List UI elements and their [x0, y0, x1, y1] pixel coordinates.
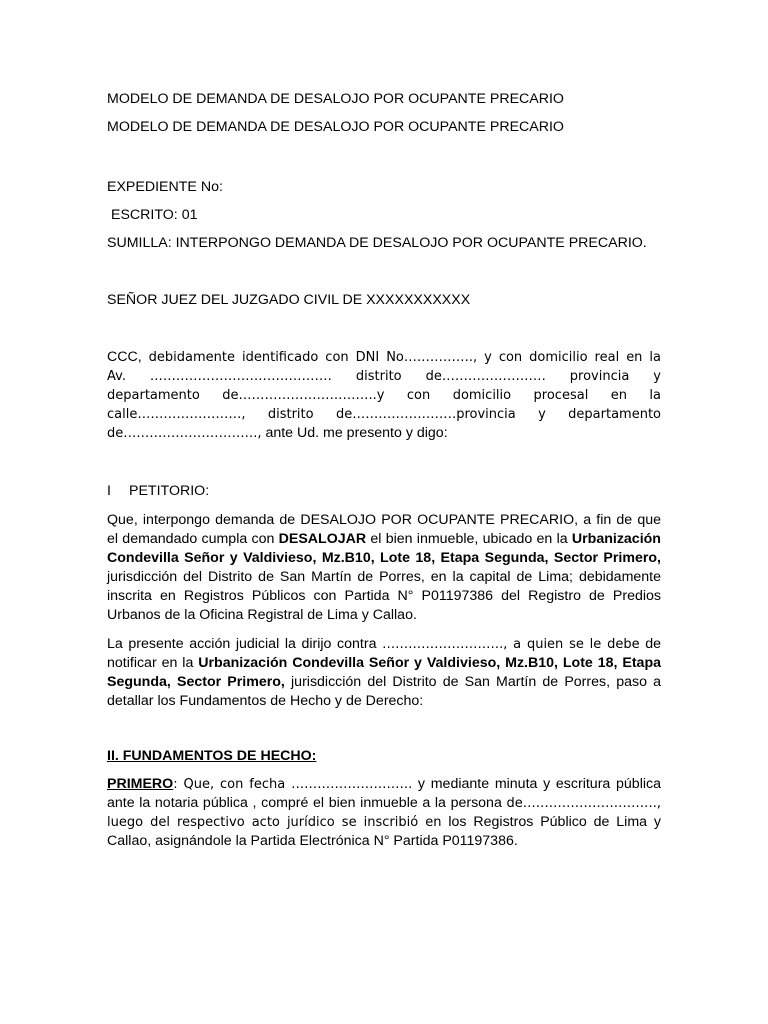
petitorio-paragraph-2	[107, 635, 661, 711]
juez-address: SEÑOR JUEZ DEL JUZGADO CIVIL DE XXXXXXXXXXX	[107, 292, 471, 308]
p2-bold-address: Urbanización Condevilla Señor y Valdivieso, Mz.B10, Lote 18, Etapa Segunda, Sector Primero,	[107, 655, 662, 690]
primero-text-4: los Registros Público de Lima y Callao, asignándole la Partida Electrónica N° Partida P01197386.	[107, 814, 661, 849]
p2-text-3: jurisdicción del Distrito de San Martín de Porres, paso a detallar los Fundamentos de Hecho y de Derecho:	[107, 674, 661, 709]
ccc-text: debidamente identificado con DNI No……………., y con domicilio real en la	[141, 350, 661, 365]
primero-paragraph	[107, 775, 661, 851]
p2-text-1: La presente acción judicial la dirijo contra	[107, 636, 383, 652]
ccc-line-3: departamento de…………………………..y con domicilio procesal en la	[107, 388, 661, 403]
document-title-repeat: MODELO DE DEMANDA DE DESALOJO POR OCUPANTE PRECARIO	[107, 119, 564, 135]
fundamentos-heading: II. FUNDAMENTOS DE HECHO:	[107, 748, 317, 764]
petitorio-paragraph-1	[107, 511, 661, 625]
ccc-dots: de………………………….,	[107, 426, 262, 441]
primero-text-3: de…………………………., luego del respectivo acto jurídico se inscribió en	[107, 796, 661, 830]
sumilla: SUMILLA: INTERPONGO DEMANDA DE DESALOJO POR OCUPANTE PRECARIO.	[107, 235, 647, 251]
p1-text-3: jurisdicción del Distrito de San Martín de Porres, en la capital de Lima; debidamente inscrita en Registros Públicos con Partida N° P01197386 del Registro de Predios Urbanos de la Oficina Registral de Lima y Callao.	[107, 569, 661, 623]
p2-dots: ………………………., a quien se le debe	[382, 637, 640, 652]
p1-bold-address: Urbanización Condevilla Señor y Valdivieso, Mz.B10, Lote 18, Etapa Segunda, Sector Primero,	[107, 531, 661, 566]
ccc-name: CCC,	[107, 349, 142, 365]
document-title: MODELO DE DEMANDA DE DESALOJO POR OCUPANTE PRECARIO	[107, 91, 564, 107]
p1-text-1: Que, interpongo demanda de DESALOJO POR OCUPANTE PRECARIO, a fin de que el demandado cumpla con	[107, 512, 661, 547]
ccc-paragraph	[107, 348, 661, 443]
p1-text-2: el bien inmueble, ubicado en la	[366, 531, 572, 547]
ccc-line-1	[107, 348, 661, 367]
petitorio-heading	[107, 482, 661, 501]
primero-label: PRIMERO	[107, 776, 174, 792]
p1-bold-desalojar: DESALOJAR	[278, 531, 367, 547]
document-page	[107, 90, 661, 851]
petitorio-label: PETITORIO:	[129, 483, 210, 499]
ccc-line-2: Av. …………………………………… distrito de…………………… provincia y	[107, 369, 661, 384]
primero-text-2: y mediante minuta y escritura pública ante la notaria pública , compré el bien inmueble a la persona	[107, 776, 661, 811]
primero-text-1: : Que, con fecha ……………………….	[173, 777, 413, 792]
escrito-label: ESCRITO: 01	[111, 207, 198, 223]
p2-text-2: de notificar en la	[107, 636, 661, 671]
petitorio-number: I	[107, 483, 111, 499]
ccc-line-5	[107, 424, 661, 443]
ccc-closing: ante Ud. me presento y digo:	[261, 425, 448, 441]
expediente-label: EXPEDIENTE No:	[107, 179, 223, 195]
ccc-line-4: calle……………………, distrito de……………………provincia y departamento	[107, 407, 661, 422]
